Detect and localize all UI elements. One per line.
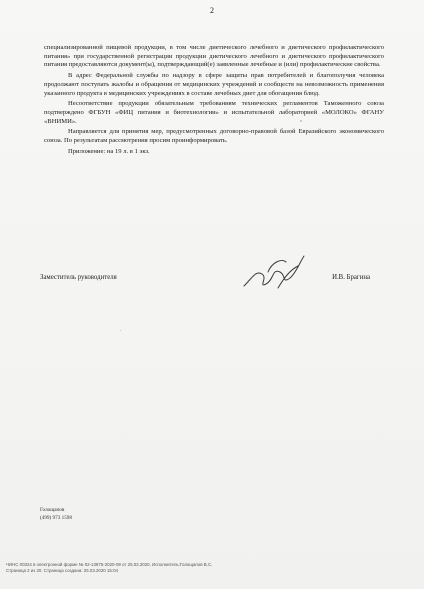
paragraph-attachment: Приложение: на 19 л. в 1 экз. <box>68 147 150 155</box>
signature-block <box>40 270 370 290</box>
page-number: 2 <box>210 6 214 15</box>
executor-phone: (499) 973 1598 <box>40 515 72 521</box>
footer-line-2: Страница 2 из 20. Страница создана: 25.03.2020 15:04 <box>6 568 118 573</box>
electronic-footer-stamp <box>6 562 418 574</box>
paragraph-request: Направляется для принятия мер, предусмотренных договорно-правовой базой Евразийского экономического союза. По результатам рассмотрения просим проинформировать. <box>44 128 384 145</box>
footer-line-1: ЧИНС 00324 в электронной форме № 02-13975-2020-09 от 25.03.2020. Исполнитель:Голощапов В.С. <box>6 562 213 567</box>
executor-block <box>40 506 72 522</box>
paragraph-nonconformity: Несоответствие продукции обязательным требованиям технических регламентов Таможенного союза подтверждено ФГБУН «ФИЦ питания и биотехнологии» и испытательной лабораторией «МОЛОКО» ФГАНУ «ВНИМИ». <box>44 100 384 125</box>
signer-name: И.В. Брагина <box>332 274 370 281</box>
scan-speck <box>300 120 302 122</box>
paragraph-continuation: специализированной пищевой продукции, в том числе диетического лечебного и диетического профилактического питания» при государственной регистрации продукции диетического лечебного и диетического профилактического питания предоставляются документ(ы), подтверждающий(е) заявленные лечебные и (или) профилактические свойства. <box>44 44 384 69</box>
scan-speck <box>120 330 121 331</box>
executor-name: Голощапов <box>40 507 65 513</box>
handwritten-signature <box>238 248 318 296</box>
letter-body <box>44 44 384 158</box>
paragraph-complaints: В адрес Федеральной службы по надзору в сфере защиты прав потребителей и благополучия человека продолжают поступать жалобы и обращения от медицинских учреждений и сообществ на невозможность применения указанного продукта в медицинских учреждениях в составе лечебных диет для обогащения блюд. <box>44 72 384 97</box>
signer-title: Заместитель руководителя <box>40 274 117 281</box>
